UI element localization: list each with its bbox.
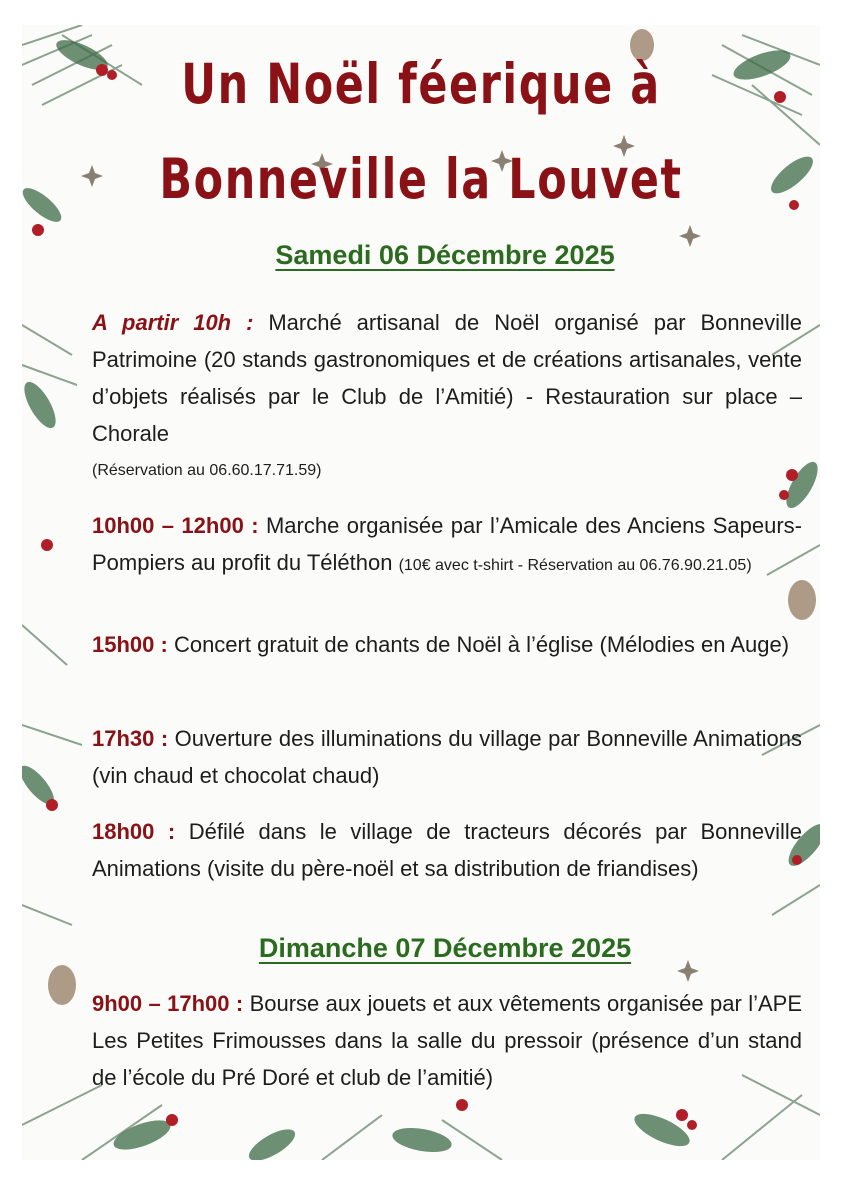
event-market xyxy=(92,304,802,452)
event-market-text: Marché artisanal de Noël organisé par Bonneville Patrimoine (20 stands gastronomiques et de créations artisanales, vente d’objets réalisés par le Club de l’Amitié) - Restauration sur place – Chorale xyxy=(92,310,802,446)
event-concert xyxy=(92,626,802,663)
event-toy-fair-text: Bourse aux jouets et aux vêtements organisée par l’APE Les Petites Frimousses dans la salle du pressoir (présence d’un stand de l’école du Pré Doré et club de l’amitié) xyxy=(92,991,802,1090)
event-lights-time: 17h30 : xyxy=(92,726,169,751)
event-market-time: A partir 10h : xyxy=(92,310,254,335)
event-concert-time: 15h00 : xyxy=(92,632,168,657)
event-parade xyxy=(92,813,802,887)
event-parade-time: 18h00 : xyxy=(92,819,176,844)
event-walk xyxy=(92,507,802,581)
event-toy-fair xyxy=(92,985,802,1096)
event-walk-text: Marche organisée par l’Amicale des Anciens Sapeurs-Pompiers au profit du Téléthon xyxy=(92,513,802,575)
event-walk-note: (10€ avec t-shirt - Réservation au 06.76.90.21.05) xyxy=(398,557,752,574)
title-line-1: Un Noël féerique à xyxy=(181,52,661,116)
event-toy-fair-time: 9h00 – 17h00 : xyxy=(92,991,244,1016)
event-lights xyxy=(92,720,802,794)
event-lights-text: Ouverture des illuminations du village par Bonneville Animations (vin chaud et chocolat chaud) xyxy=(92,726,802,788)
event-walk-time: 10h00 – 12h00 : xyxy=(92,513,259,538)
event-market-note: (Réservation au 06.60.17.71.59) xyxy=(92,462,322,479)
event-concert-text: Concert gratuit de chants de Noël à l’église (Mélodies en Auge) xyxy=(167,632,790,657)
day1-heading: Samedi 06 Décembre 2025 xyxy=(275,240,615,270)
day2-heading: Dimanche 07 Décembre 2025 xyxy=(258,933,632,963)
title-line-2: Bonneville la Louvet xyxy=(159,147,683,211)
event-parade-text: Défilé dans le village de tracteurs décorés par Bonneville Animations (visite du père-noël et sa distribution de friandises) xyxy=(92,819,802,881)
